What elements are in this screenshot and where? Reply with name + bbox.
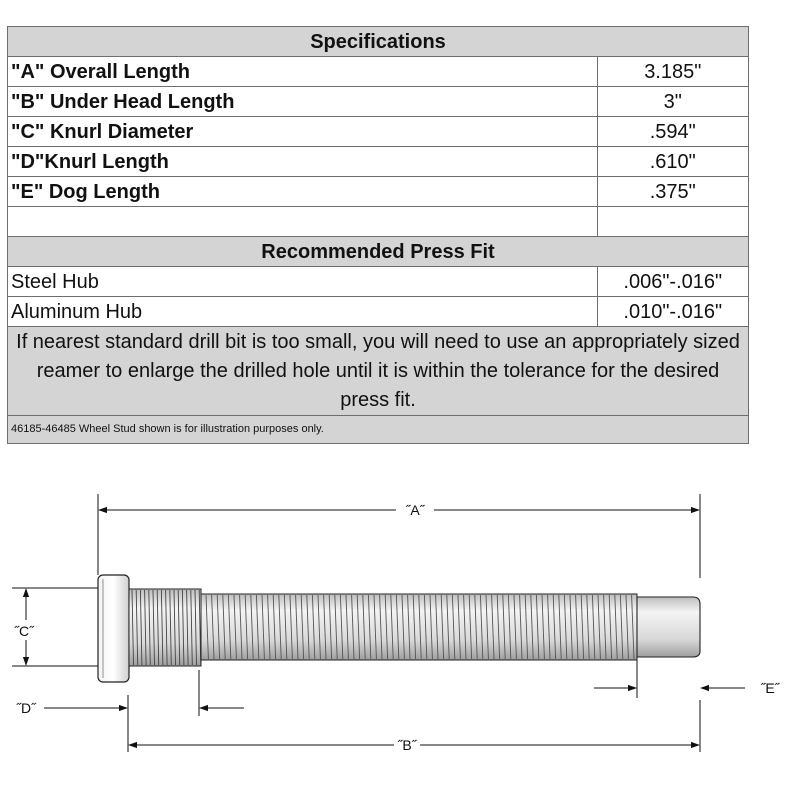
dimension-a-label: ˝A˝ xyxy=(405,502,425,518)
spec-value: .610" xyxy=(597,147,748,177)
press-fit-header-row xyxy=(8,237,749,267)
spec-row-knurl-length xyxy=(8,147,749,177)
press-fit-label: Aluminum Hub xyxy=(8,297,598,327)
dimension-c-label: ˝C˝ xyxy=(14,623,34,639)
press-fit-value: .010"-.016" xyxy=(597,297,748,327)
footnote: 46185-46485 Wheel Stud shown is for illustration purposes only. xyxy=(8,416,749,444)
press-fit-row-aluminum-hub xyxy=(8,297,749,327)
spec-value: .594" xyxy=(597,117,748,147)
press-fit-value: .006"-.016" xyxy=(597,267,748,297)
spec-label: "E" Dog Length xyxy=(8,177,598,207)
specifications-header-row xyxy=(8,27,749,57)
dimension-b-label: ˝B˝ xyxy=(397,737,417,753)
stud-dog-point xyxy=(637,597,700,657)
spec-row-dog-length xyxy=(8,177,749,207)
empty-cell xyxy=(597,207,748,237)
press-fit-label: Steel Hub xyxy=(8,267,598,297)
spec-label: "D"Knurl Length xyxy=(8,147,598,177)
spec-value: 3.185" xyxy=(597,57,748,87)
dimension-d-label: ˝D˝ xyxy=(16,700,36,716)
spec-row-overall-length xyxy=(8,57,749,87)
spec-label: "C" Knurl Diameter xyxy=(8,117,598,147)
spec-label: "A" Overall Length xyxy=(8,57,598,87)
specifications-table xyxy=(7,26,749,444)
wheel-stud-drawing xyxy=(98,575,700,682)
wheel-stud-diagram xyxy=(0,470,800,800)
dimension-e-label: ˝E˝ xyxy=(760,680,780,696)
spec-row-knurl-diameter xyxy=(8,117,749,147)
press-fit-note: If nearest standard drill bit is too small, you will need to use an appropriately sized reamer to enlarge the drilled hole until it is within the tolerance for the desired press fit. xyxy=(8,327,749,416)
stud-knurl xyxy=(129,589,201,666)
spec-label: "B" Under Head Length xyxy=(8,87,598,117)
spec-row-empty xyxy=(8,207,749,237)
spec-value: 3" xyxy=(597,87,748,117)
press-fit-row-steel-hub xyxy=(8,267,749,297)
specifications-title: Specifications xyxy=(8,27,749,57)
footnote-row xyxy=(8,416,749,444)
spec-value: .375" xyxy=(597,177,748,207)
empty-cell xyxy=(8,207,598,237)
press-fit-title: Recommended Press Fit xyxy=(8,237,749,267)
spec-row-under-head-length xyxy=(8,87,749,117)
press-fit-note-row xyxy=(8,327,749,416)
